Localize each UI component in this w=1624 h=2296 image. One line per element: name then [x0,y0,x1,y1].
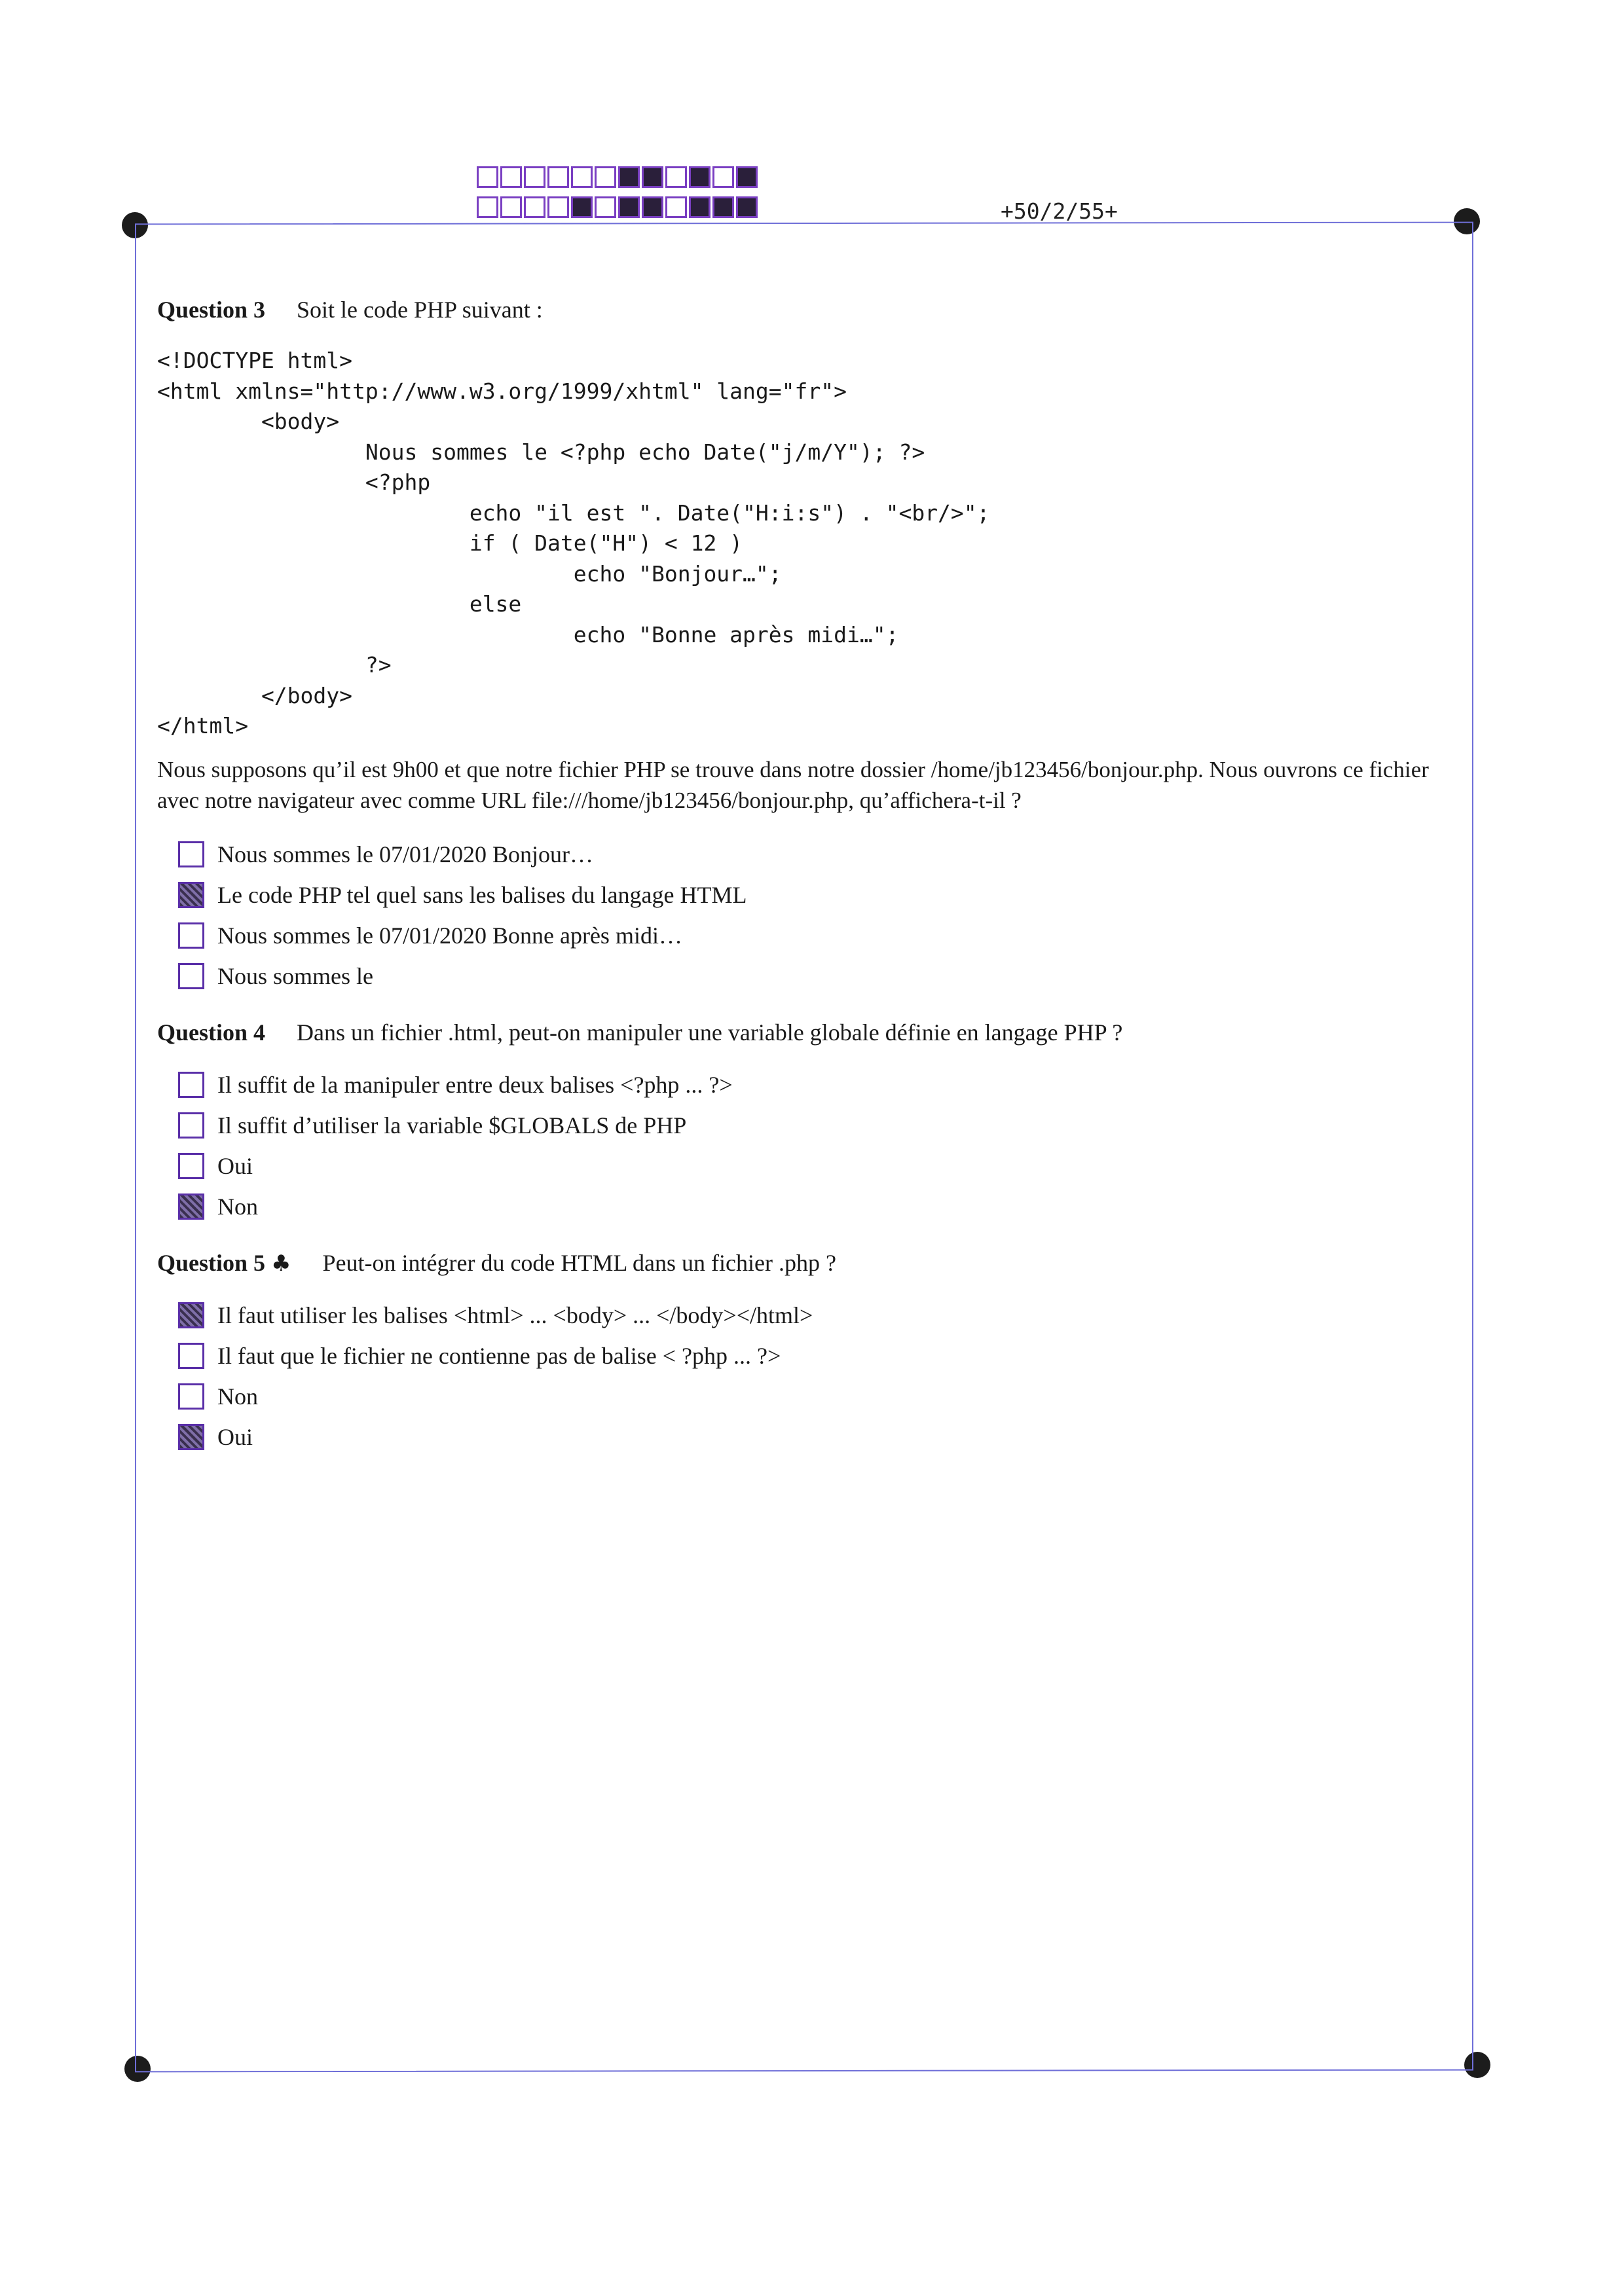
q5-option-1-label: Il faut utiliser les balises <html> ... <body> ... </body></html> [217,1302,813,1328]
checkbox[interactable] [178,1343,204,1369]
q4-option-4-label: Non [217,1194,258,1220]
q3-option-4-label: Nous sommes le [217,963,373,989]
question-5-label [157,1250,291,1276]
barcode-cell-filled [642,196,663,218]
checkbox[interactable] [178,1112,204,1139]
php-code-block: <!DOCTYPE html> <html xmlns="http://www.w3.org/1999/xhtml" lang="fr"> <body> Nous sommes le <?php echo Date("j/m/Y"); ?> <?php echo "il est ". Date("H:i:s") . "<br/>"; if ( Date("H") < 12 ) echo "Bonjour…"; else echo "Bonne après midi…"; ?> </body> </html> [157,348,990,738]
barcode-cell-empty [500,166,522,188]
checkbox[interactable] [178,922,204,949]
question-5-text: Peut-on intégrer du code HTML dans un fichier .php ? [322,1250,836,1276]
question-5-header [157,1249,836,1277]
barcode-cell-filled [736,166,758,188]
question-4-label: Question 4 [157,1019,266,1046]
barcode-row-2 [477,196,760,218]
barcode-cell-empty [477,196,498,218]
question-3-text: Soit le code PHP suivant : [297,297,543,323]
question-3-header [157,296,543,323]
barcode-cell-empty [595,166,616,188]
barcode-cell-empty [665,166,687,188]
q5-option-3-label: Non [217,1383,258,1410]
question-5-label-text: Question 5 [157,1250,266,1276]
q5-option-1[interactable] [178,1302,813,1329]
q4-option-4[interactable] [178,1193,258,1220]
barcode-cell-empty [547,196,569,218]
barcode-cell-empty [571,166,593,188]
checkbox-checked[interactable] [178,1194,204,1220]
question-4-text: Dans un fichier .html, peut-on manipuler une variable globale définie en langage PHP ? [297,1019,1123,1046]
q3-option-3-label: Nous sommes le 07/01/2020 Bonne après midi… [217,922,682,949]
checkbox[interactable] [178,1072,204,1098]
q5-option-4[interactable] [178,1423,253,1451]
checkbox-checked[interactable] [178,1424,204,1450]
question-3-paragraph: Nous supposons qu’il est 9h00 et que notre fichier PHP se trouve dans notre dossier /home/jb123456/bonjour.php. Nous ouvrons ce fichier avec notre navigateur avec comme URL file:///home/jb123456/bonjour.php, qu’affichera-t-il ? [157,757,1429,813]
barcode-cell-empty [524,166,545,188]
checkbox-checked[interactable] [178,1302,204,1328]
barcode-cell-filled [571,196,593,218]
q4-option-1[interactable] [178,1071,733,1099]
barcode-cell-filled [689,196,710,218]
q4-option-3-label: Oui [217,1153,253,1179]
q5-option-2[interactable] [178,1342,781,1370]
q5-option-2-label: Il faut que le fichier ne contienne pas de balise < ?php ... ?> [217,1343,781,1369]
q4-option-3[interactable] [178,1152,253,1180]
barcode-cell-filled [712,196,734,218]
club-icon: ♣ [271,1250,291,1277]
barcode-cell-filled [618,166,640,188]
barcode-cell-filled [618,196,640,218]
barcode-cell-empty [665,196,687,218]
q3-option-2[interactable] [178,881,747,909]
barcode-cell-empty [500,196,522,218]
q5-option-3[interactable] [178,1383,258,1410]
q3-option-1[interactable] [178,841,593,868]
barcode-cell-empty [712,166,734,188]
page-id: +50/2/55+ [1001,198,1118,224]
barcode-row-1 [477,166,760,188]
q3-option-1-label: Nous sommes le 07/01/2020 Bonjour… [217,841,593,867]
checkbox[interactable] [178,963,204,989]
question-4-header [157,1019,1122,1046]
barcode-cell-empty [524,196,545,218]
q4-option-2-label: Il suffit d’utiliser la variable $GLOBALS de PHP [217,1112,687,1139]
barcode-cell-empty [595,196,616,218]
question-3-label: Question 3 [157,297,266,323]
barcode-cell-filled [689,166,710,188]
checkbox[interactable] [178,841,204,867]
checkbox[interactable] [178,1383,204,1410]
q3-option-2-label: Le code PHP tel quel sans les balises du langage HTML [217,882,747,908]
barcode-cell-empty [477,166,498,188]
q4-option-1-label: Il suffit de la manipuler entre deux balises <?php ... ?> [217,1072,733,1098]
q3-option-3[interactable] [178,922,682,949]
q3-option-4[interactable] [178,962,373,990]
checkbox-checked[interactable] [178,882,204,908]
q4-option-2[interactable] [178,1112,686,1139]
barcode-cell-filled [642,166,663,188]
barcode-cell-empty [547,166,569,188]
checkbox[interactable] [178,1153,204,1179]
q5-option-4-label: Oui [217,1424,253,1450]
barcode-cell-filled [736,196,758,218]
